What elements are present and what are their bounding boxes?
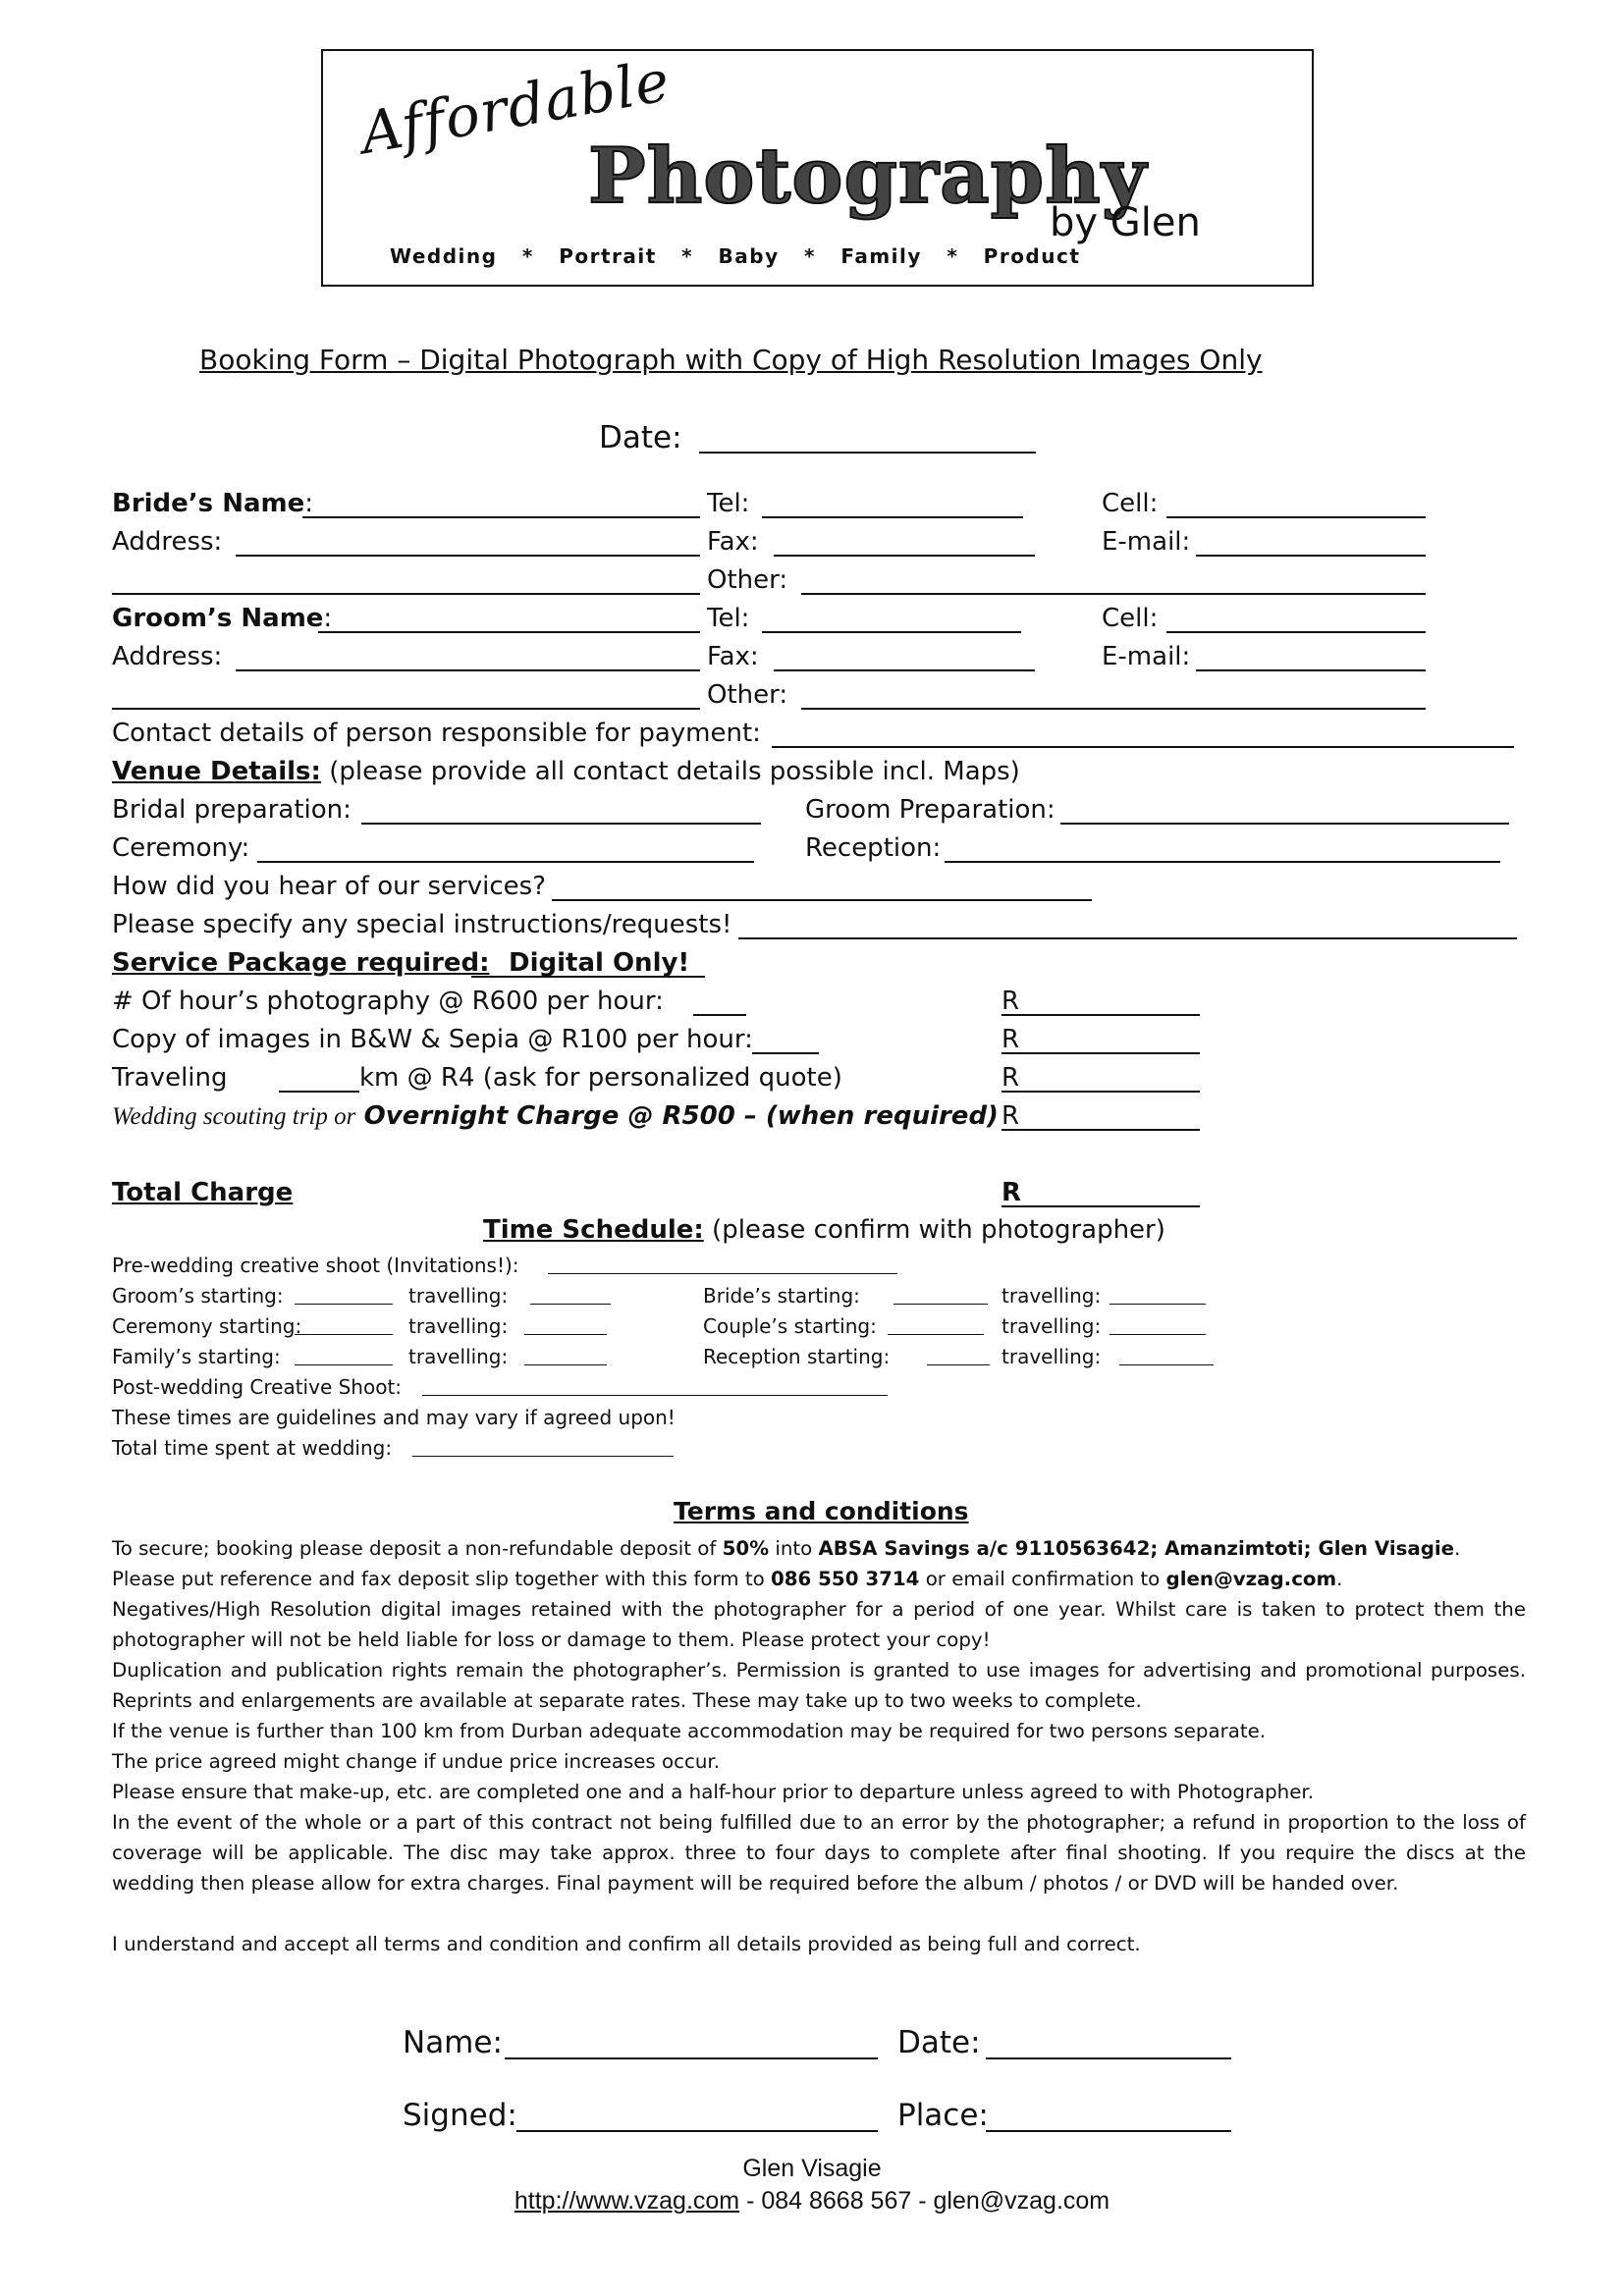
copy-label: Copy of images in B&W & Sepia @ R100 per hour:	[112, 1025, 753, 1054]
groom-email-field[interactable]	[1196, 669, 1426, 671]
footer-website-link[interactable]: http://www.vzag.com	[514, 2187, 740, 2215]
terms-deposit-percent: 50%	[722, 1537, 770, 1560]
reception-field[interactable]	[945, 861, 1500, 863]
terms-p7: Please ensure that make-up, etc. are completed one and a half-hour prior to departure unless agreed to with Photographer.	[112, 1781, 1314, 1803]
reception-label: Reception:	[805, 833, 942, 863]
schedule-guideline: These times are guidelines and may vary if agreed upon!	[112, 1406, 676, 1429]
currency-r: R	[1001, 1178, 1022, 1207]
travel-km-field[interactable]	[279, 1091, 359, 1093]
reception-start-field[interactable]	[927, 1364, 990, 1365]
couple-travel-label: travelling:	[1001, 1314, 1102, 1338]
groom-travel-label: travelling:	[408, 1284, 509, 1308]
terms-text: .	[1336, 1568, 1343, 1590]
date-label: Date:	[599, 420, 682, 455]
bride-cell-label: Cell:	[1102, 489, 1159, 518]
terms-text: into	[769, 1537, 819, 1560]
total-time-label: Total time spent at wedding:	[112, 1436, 393, 1460]
hear-label: How did you hear of our services?	[112, 872, 547, 901]
groom-tel-label: Tel:	[707, 604, 750, 633]
special-field[interactable]	[738, 937, 1517, 939]
terms-accept: I understand and accept all terms and condition and confirm all details provided as being full and correct.	[112, 1933, 1141, 1955]
currency-r: R	[1001, 1063, 1020, 1093]
bride-tel-field[interactable]	[762, 516, 1023, 518]
ceremony-start-field[interactable]	[295, 1334, 393, 1335]
ceremony-field[interactable]	[257, 861, 754, 863]
family-start-field[interactable]	[295, 1364, 393, 1365]
prewedding-label: Pre-wedding creative shoot (Invitations!):	[112, 1254, 519, 1277]
bride-name-label: Bride’s Name	[112, 489, 305, 518]
total-time-field[interactable]	[412, 1456, 674, 1457]
travel-label-a: Traveling	[112, 1063, 228, 1093]
terms-email: glen@vzag.com	[1165, 1568, 1337, 1590]
terms-p3: Negatives/High Resolution digital images retained with the photographer for a period of one year. Whilst care is taken to protect them the photographer will not be held liable for loss or damage to them. Please protect your copy!	[112, 1598, 1526, 1651]
currency-r: R	[1001, 1101, 1020, 1131]
travel-amount-field[interactable]	[1001, 1091, 1200, 1093]
groom-fax-field[interactable]	[774, 669, 1035, 671]
bride-other-label: Other:	[707, 565, 788, 595]
signed-label: Signed:	[403, 2098, 517, 2133]
groom-tel-field[interactable]	[762, 631, 1021, 633]
family-start-label: Family’s starting:	[112, 1345, 281, 1368]
copy-amount-field[interactable]	[1001, 1052, 1200, 1054]
groom-address-label: Address:	[112, 642, 223, 671]
groom-address-field[interactable]	[236, 669, 700, 671]
terms-p1	[112, 1533, 1526, 1564]
groom-fax-label: Fax:	[707, 642, 759, 671]
sign-name-label: Name:	[403, 2025, 503, 2060]
scouting-row	[112, 1099, 999, 1134]
groom-other-field[interactable]	[801, 708, 1426, 710]
groom-start-label: Groom’s starting:	[112, 1284, 284, 1308]
form-title: Booking Form – Digital Photograph with Copy of High Resolution Images Only	[199, 344, 1263, 376]
groom-other-label: Other:	[707, 680, 788, 710]
travel-label-b: km @ R4 (ask for personalized quote)	[359, 1063, 842, 1093]
bride-travel-label: travelling:	[1001, 1284, 1102, 1308]
bride-name-row	[112, 487, 313, 520]
footer-name: Glen Visagie	[742, 2155, 882, 2182]
hours-amount-field[interactable]	[1001, 1014, 1200, 1016]
scouting-label-b: Overnight Charge @ R500 – (when required)	[363, 1101, 999, 1131]
logo-services: Wedding * Portrait * Baby * Family * Product	[390, 244, 1081, 268]
venue-heading-row	[112, 755, 1020, 788]
schedule-heading-row	[483, 1213, 1165, 1247]
reception-start-label: Reception starting:	[703, 1345, 891, 1368]
currency-r: R	[1001, 1025, 1020, 1054]
terms-p6: The price agreed might change if undue price increases occur.	[112, 1750, 721, 1773]
currency-r: R	[1001, 987, 1020, 1016]
terms-body	[112, 1533, 1526, 1959]
bride-fax-label: Fax:	[707, 527, 759, 557]
terms-p4: Duplication and publication rights remain the photographer’s. Permission is granted to use images for advertising and promotional purposes. Reprints and enlargements are available at separate rates. These may take up to two weeks to complete.	[112, 1659, 1526, 1712]
couple-start-field[interactable]	[888, 1334, 984, 1335]
ceremony-label: Ceremony:	[112, 833, 250, 863]
hear-field[interactable]	[552, 899, 1092, 901]
package-underline	[471, 976, 705, 978]
postwedding-field[interactable]	[422, 1395, 888, 1396]
venue-note: (please provide all contact details possible incl. Maps)	[320, 757, 1020, 786]
schedule-note: (please confirm with photographer)	[703, 1215, 1165, 1245]
reception-travel-field[interactable]	[1119, 1364, 1214, 1365]
logo-affordable: Affordable	[355, 46, 676, 167]
hours-field[interactable]	[693, 1014, 746, 1016]
bride-start-field[interactable]	[893, 1304, 988, 1305]
bride-fax-field[interactable]	[774, 555, 1035, 557]
groom-address-line-2[interactable]	[112, 708, 700, 710]
payment-contact-label: Contact details of person responsible for payment:	[112, 719, 761, 748]
logo-by-glen: by Glen	[1050, 200, 1201, 245]
ceremony-travel-field[interactable]	[524, 1334, 607, 1335]
bridal-prep-label: Bridal preparation:	[112, 795, 352, 825]
terms-p2	[112, 1564, 1526, 1594]
bride-address-label: Address:	[112, 527, 223, 557]
family-travel-field[interactable]	[524, 1364, 607, 1365]
signed-field[interactable]	[516, 2130, 878, 2132]
groom-name-field[interactable]	[318, 631, 700, 633]
groom-cell-field[interactable]	[1166, 631, 1426, 633]
place-label: Place:	[897, 2098, 989, 2133]
total-label: Total Charge	[112, 1178, 294, 1207]
bride-name-field[interactable]	[302, 516, 700, 518]
terms-p8: In the event of the whole or a part of this contract not being fulfilled due to an error by the photographer; a refund in proportion to the loss of coverage will be applicable. The disc may take approx. three to four days to complete after final shooting. If you require the discs at the wedding then please allow for extra charges. Final payment will be required before the album / photos / or DVD will be handed over.	[112, 1811, 1526, 1895]
groom-prep-label: Groom Preparation:	[805, 795, 1056, 825]
postwedding-label: Post-wedding Creative Shoot:	[112, 1375, 403, 1399]
groom-name-row	[112, 602, 332, 635]
special-label: Please specify any special instructions/requests!	[112, 910, 732, 939]
groom-cell-label: Cell:	[1102, 604, 1159, 633]
groom-start-field[interactable]	[295, 1304, 393, 1305]
couple-travel-field[interactable]	[1110, 1334, 1206, 1335]
reception-travel-label: travelling:	[1001, 1345, 1102, 1368]
bride-cell-field[interactable]	[1166, 516, 1426, 518]
terms-p5: If the venue is further than 100 km from Durban adequate accommodation may be required for two persons separate.	[112, 1720, 1267, 1742]
bridal-prep-field[interactable]	[361, 823, 761, 825]
hours-label: # Of hour’s photography @ R600 per hour:	[112, 987, 664, 1016]
groom-prep-field[interactable]	[1060, 823, 1509, 825]
colon: :	[323, 604, 333, 633]
bride-tel-label: Tel:	[707, 489, 750, 518]
date-field[interactable]	[699, 452, 1036, 454]
footer-contact: - 084 8668 567 - glen@vzag.com	[739, 2187, 1110, 2215]
venue-heading: Venue Details:	[112, 757, 321, 786]
family-travel-label: travelling:	[408, 1345, 509, 1368]
package-heading: Service Package required:	[112, 948, 490, 978]
bride-email-label: E-mail:	[1102, 527, 1191, 557]
terms-heading: Terms and conditions	[674, 1497, 969, 1525]
ceremony-travel-label: travelling:	[408, 1314, 509, 1338]
groom-email-label: E-mail:	[1102, 642, 1191, 671]
footer-contact-row	[0, 2187, 1624, 2216]
total-amount-field[interactable]	[1001, 1205, 1200, 1207]
groom-travel-field[interactable]	[530, 1304, 611, 1305]
terms-bank-account: ABSA Savings a/c 9110563642; Amanzimtoti; Glen Visagie	[818, 1537, 1455, 1560]
terms-fax-number: 086 550 3714	[770, 1568, 920, 1590]
sign-name-field[interactable]	[505, 2057, 878, 2059]
terms-text: .	[1454, 1537, 1461, 1560]
bride-start-label: Bride’s starting:	[703, 1284, 860, 1308]
groom-name-label: Groom’s Name	[112, 604, 324, 633]
bride-email-field[interactable]	[1196, 555, 1426, 557]
terms-text: or email confirmation to	[919, 1568, 1166, 1590]
scouting-amount-field[interactable]	[1001, 1129, 1200, 1131]
ceremony-start-label: Ceremony starting:	[112, 1314, 302, 1338]
bride-travel-field[interactable]	[1110, 1304, 1206, 1305]
logo-photography: Photography	[588, 132, 1148, 221]
colon: :	[304, 489, 313, 518]
payment-contact-field[interactable]	[772, 746, 1514, 748]
terms-text: Please put reference and fax deposit slip together with this form to	[112, 1568, 771, 1590]
terms-text: To secure; booking please deposit a non-refundable deposit of	[112, 1537, 723, 1560]
schedule-heading: Time Schedule:	[483, 1215, 704, 1245]
sign-date-label: Date:	[897, 2025, 981, 2060]
sign-date-field[interactable]	[986, 2057, 1231, 2059]
bride-address-line-2[interactable]	[112, 593, 700, 595]
bride-other-field[interactable]	[801, 593, 1426, 595]
place-field[interactable]	[986, 2130, 1231, 2132]
bride-address-field[interactable]	[236, 555, 700, 557]
copy-field[interactable]	[752, 1052, 819, 1054]
logo	[321, 46, 1314, 287]
package-value: Digital Only!	[509, 948, 690, 978]
scouting-label-a: Wedding scouting trip or	[112, 1103, 356, 1130]
prewedding-field[interactable]	[548, 1273, 897, 1274]
couple-start-label: Couple’s starting:	[703, 1314, 877, 1338]
